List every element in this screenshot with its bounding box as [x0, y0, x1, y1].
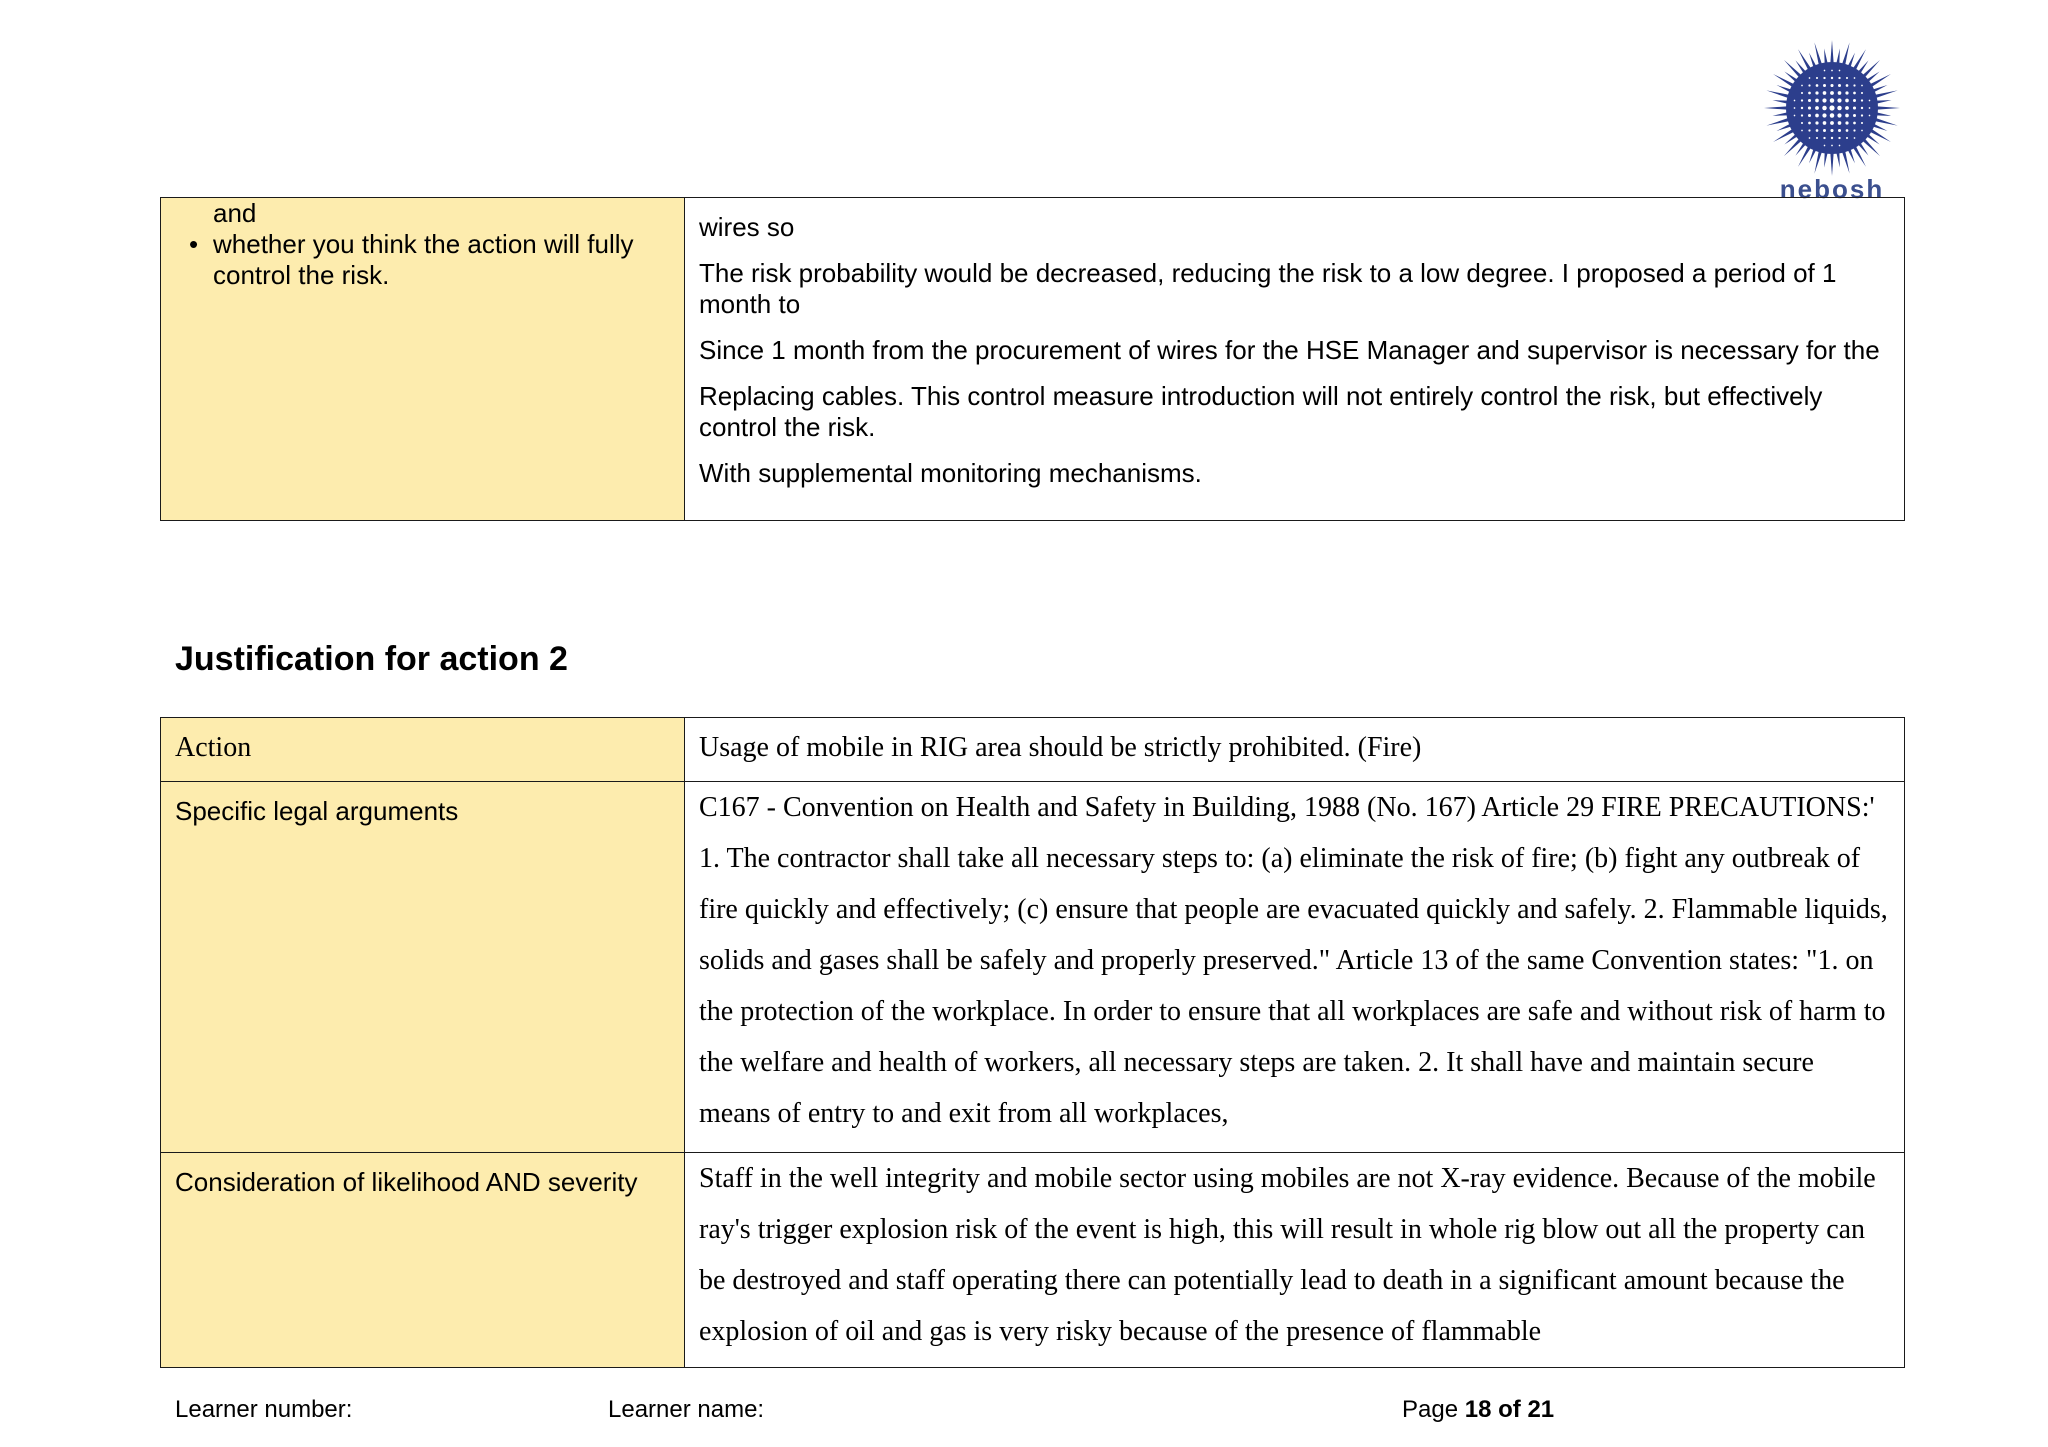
nebosh-globe-icon	[1762, 38, 1902, 178]
response-paragraph: The risk probability would be decreased, reducing the risk to a low degree. I proposed a period of 1 month to	[699, 258, 1837, 319]
response-paragraph: wires so	[699, 212, 795, 242]
legal-arguments-value: C167 - Convention on Health and Safety in Building, 1988 (No. 167) Article 29 FIRE PRECAUTIONS:' 1. The contractor shall take all necessary steps to: (a) eliminate the risk of fire; (b) fight any outbreak of fire quickly and effectively; (c) ensure that people are evacuated quickly and safely. 2. Flammable liquids, solids and gases shall be safely and properly preserved." Article 13 of the same Convention states: "1. on the protection of the workplace. In order to ensure that all workplaces are safe and without risk of harm to the welfare and health of workers, all necessary steps are taken. 2. It shall have and maintain secure means of entry to and exit from all workplaces,	[685, 782, 1905, 1153]
response-cell	[685, 198, 1905, 521]
page-current: 18	[1464, 1396, 1492, 1423]
table-row	[161, 718, 1905, 782]
action-2-justification-table	[160, 717, 1905, 1368]
page-total: 21	[1527, 1396, 1555, 1423]
guidance-bullet: • whether you think the action will fully control the risk.	[175, 229, 670, 291]
action-1-continuation-table	[160, 197, 1905, 521]
learner-number-label: Learner number:	[175, 1396, 353, 1423]
page-word: Page	[1402, 1396, 1459, 1423]
page-indicator	[1402, 1396, 1554, 1424]
table-row	[161, 782, 1905, 1153]
logo-wordmark: nebosh	[1779, 174, 1885, 204]
table-row	[161, 1153, 1905, 1368]
guidance-continuation: and	[213, 198, 257, 228]
guidance-cell	[161, 198, 685, 521]
action-label: Action	[161, 718, 685, 782]
response-paragraph: With supplemental monitoring mechanisms.	[699, 458, 1202, 488]
likelihood-severity-label: Consideration of likelihood AND severity	[161, 1153, 685, 1368]
section-heading: Justification for action 2	[175, 640, 568, 678]
action-value: Usage of mobile in RIG area should be strictly prohibited. (Fire)	[685, 718, 1905, 782]
legal-arguments-label: Specific legal arguments	[161, 782, 685, 1153]
table-row	[161, 198, 1905, 521]
response-paragraph: Since 1 month from the procurement of wires for the HSE Manager and supervisor is necessary for the	[699, 335, 1880, 365]
guidance-list	[175, 198, 670, 291]
response-paragraph: Replacing cables. This control measure introduction will not entirely control the risk, but effectively control the risk.	[699, 381, 1823, 442]
learner-name-label: Learner name:	[608, 1396, 765, 1423]
likelihood-severity-value: Staff in the well integrity and mobile sector using mobiles are not X-ray evidence. Because of the mobile ray's trigger explosion risk of the event is high, this will result in whole rig blow out all the property can be destroyed and staff operating there can potentially lead to death in a significant amount because the explosion of oil and gas is very risky because of the presence of flammable	[685, 1153, 1905, 1368]
page-of: of	[1498, 1396, 1521, 1423]
nebosh-logo	[1762, 38, 1902, 204]
